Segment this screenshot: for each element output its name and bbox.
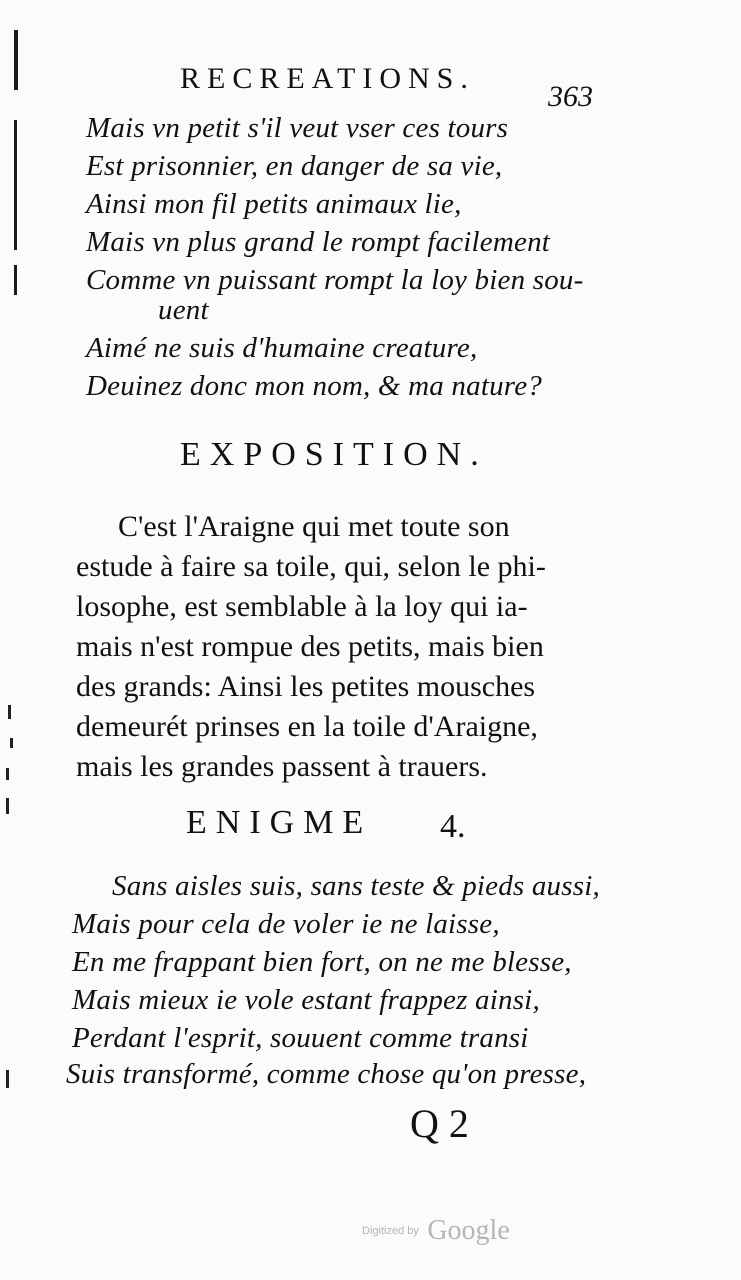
- prose-line: demeurét prinses en la toile d'Araigne,: [76, 710, 538, 743]
- watermark-brand: Google: [427, 1215, 510, 1246]
- verse-line: Mais pour cela de voler ie ne laisse,: [72, 908, 500, 940]
- section-heading-enigme: ENIGME: [186, 804, 373, 841]
- verse-line: Perdant l'esprit, souuent comme transi: [72, 1022, 529, 1054]
- scan-edge-mark: [10, 738, 13, 748]
- verse-line: Est prisonnier, en danger de sa vie,: [86, 150, 503, 182]
- prose-line: mais les grandes passent à trauers.: [76, 750, 488, 783]
- scan-edge-mark: [6, 1070, 9, 1088]
- prose-line: estude à faire sa toile, qui, selon le phi-: [76, 550, 546, 583]
- running-head: RECREATIONS.: [180, 62, 475, 95]
- verse-line: Mais vn petit s'il veut vser ces tours: [86, 112, 509, 144]
- prose-line: mais n'est rompue des petits, mais bien: [76, 630, 544, 663]
- digitized-watermark: [362, 1215, 510, 1247]
- prose-line: C'est l'Araigne qui met toute son: [118, 510, 510, 543]
- signature-mark: Q 2: [410, 1101, 469, 1146]
- enigme-number: 4.: [440, 808, 466, 845]
- verse-line: uent: [158, 294, 209, 326]
- scan-edge-mark: [14, 265, 17, 295]
- watermark-prefix: Digitized by: [362, 1225, 419, 1237]
- scan-edge-mark: [14, 120, 17, 250]
- scan-edge-mark: [6, 768, 9, 780]
- verse-line: Mais mieux ie vole estant frappez ainsi,: [72, 984, 540, 1016]
- verse-line: Mais vn plus grand le rompt facilement: [86, 226, 551, 258]
- verse-line: Deuinez donc mon nom, & ma nature?: [86, 370, 542, 402]
- verse-line: En me frappant bien fort, on ne me blesse,: [72, 946, 572, 978]
- verse-line: Suis transformé, comme chose qu'on presse,: [66, 1058, 587, 1090]
- prose-line: losophe, est semblable à la loy qui ia-: [76, 590, 528, 623]
- verse-line: Aimé ne suis d'humaine creature,: [86, 332, 478, 364]
- section-heading-exposition: EXPOSITION.: [180, 436, 488, 473]
- verse-line: Comme vn puissant rompt la loy bien sou-: [86, 264, 584, 296]
- prose-line: des grands: Ainsi les petites mousches: [76, 670, 536, 703]
- scan-edge-mark: [6, 798, 9, 814]
- scan-edge-mark: [14, 30, 18, 90]
- verse-line: Ainsi mon fil petits animaux lie,: [86, 188, 462, 220]
- page-number: 363: [548, 80, 593, 113]
- verse-line: Sans aisles suis, sans teste & pieds aussi,: [112, 870, 600, 902]
- scan-edge-mark: [8, 705, 11, 719]
